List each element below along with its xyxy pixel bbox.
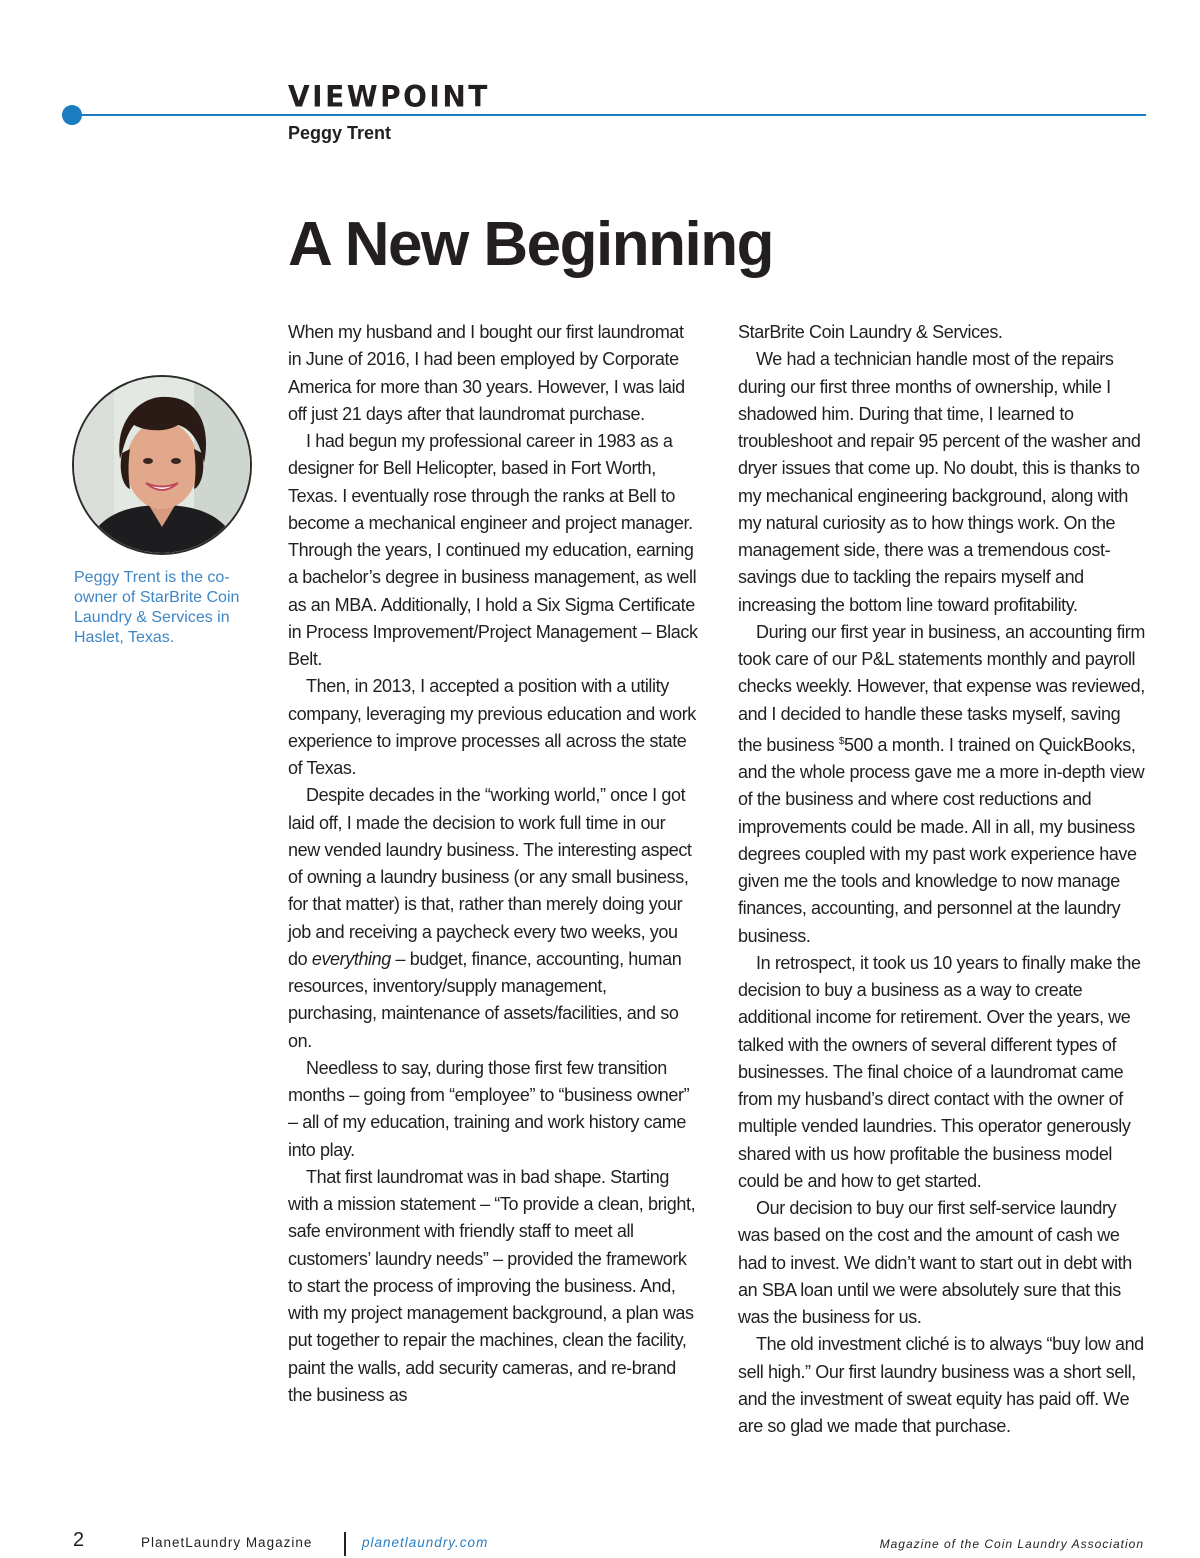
article-title: A New Beginning [288,210,773,279]
emphasis: everything [311,948,391,969]
footer-divider [344,1532,346,1556]
paragraph [738,619,1148,950]
photo-caption: Peggy Trent is the co-owner of StarBrite Coin Laundry & Services in Haslet, Texas. [74,569,240,646]
paragraph [288,782,698,1055]
paragraph: When my husband and I bought our first laundromat in June of 2016, I had been employed by Corporate America for more than 30 years. However, I was laid off just 21 days after that laundromat purchase. [288,322,685,424]
paragraph: The old investment cliché is to always “buy low and sell high.” Our first laundry business was a short sell, and the investment of sweat equity has paid off. We are so glad we made that purchase. [738,1334,1144,1436]
paragraph: Needless to say, during those first few transition months – going from “employee” to “business owner” – all of my education, training and work history came into play. [288,1057,690,1160]
byline: Peggy Trent [288,123,392,143]
paragraph: I had begun my professional career in 1983 as a designer for Bell Helicopter, based in Fort Worth, Texas. I eventually rose through the ranks at Bell to become a mechanical engineer and project manager. Through the years, I continued my education, earning a bachelor’s degree in business management, as well as an MBA. Additionally, I hold a Six Sigma Certificate in Process Improvement/Project Management – Black Belt. [288,431,698,669]
paragraph: In retrospect, it took us 10 years to finally make the decision to buy a business as a way to create additional income for retirement. Over the years, we talked with the owners of several different types of businesses. The final choice of a laundromat came from my husband’s direct contact with the owner of multiple vended laundries. This operator generously shared with us how profitable the business model could be and how to get started. [738,952,1141,1191]
text-run: During our first year in business, an accounting firm took care of our P&L statements monthly and payroll checks weekly. However, that expense was reviewed, and I decided to handle these tasks myself, saving the business [738,621,1145,755]
magazine-name: PlanetLaundry Magazine [141,1535,313,1550]
association-tagline: Magazine of the Coin Laundry Association [879,1537,1144,1551]
paragraph: StarBrite Coin Laundry & Services. [738,322,1003,342]
text-run: Despite decades in the “working world,” once I got laid off, I made the decision to work full time in our new vended laundry business. The interesting aspect of owning a laundry business (or any small business, for that matter) is that, rather than merely doing your job and receiving a paycheck every two weeks, you do [288,785,692,969]
paragraph: We had a technician handle most of the repairs during our first three months of ownership, while I shadowed him. During that time, I learned to troubleshoot and repair 95 percent of the washer and dryer issues that come up. No doubt, this is thanks to my mechanical engineering background, along with my natural curiosity as to how things work. On the management side, there was a tremendous cost-savings due to tackling the repairs myself and increasing the bottom line toward profitability. [738,349,1141,615]
article-column-right [738,319,1148,1440]
paragraph: Then, in 2013, I accepted a position with a utility company, leveraging my previous education and work experience to improve processes all across the state of Texas. [288,676,696,778]
website-link[interactable]: planetlaundry.com [362,1535,489,1550]
paragraph: That first laundromat was in bad shape. Starting with a mission statement – “To provide a clean, bright, safe environment with friendly staff to meet all customers’ laundry needs” – provided the framework to start the process of improving the business. And, with my project management background, a plan was put together to repair the machines, clean the facility, paint the walls, add security cameras, and re-brand the business as [288,1166,696,1405]
portrait-illustration [74,377,250,553]
section-label: VIEWPOINT [288,79,490,114]
page-number: 2 [73,1529,85,1551]
author-photo [72,375,252,555]
paragraph: Our decision to buy our first self-service laundry was based on the cost and the amount of cash we had to invest. We didn’t want to start out in debt with an SBA loan until we were absolutely sure that this was the business for us. [738,1198,1132,1327]
header-rule [72,114,1146,116]
dollar-superscript: $ [838,735,845,747]
text-run: 500 a month. I trained on QuickBooks, and the whole process gave me a more in-depth view of the business and where cost reductions and improvements could be made. All in all, my business degrees coupled with my past work experience have given me the tools and knowledge to now manage finances, accounting, and personnel at the laundry business. [738,734,1145,946]
article-column-left [288,319,698,1409]
text-run: – budget, finance, accounting, human resources, inventory/supply management, purchasing, maintenance of assets/facilities, and so on. [288,948,682,1051]
